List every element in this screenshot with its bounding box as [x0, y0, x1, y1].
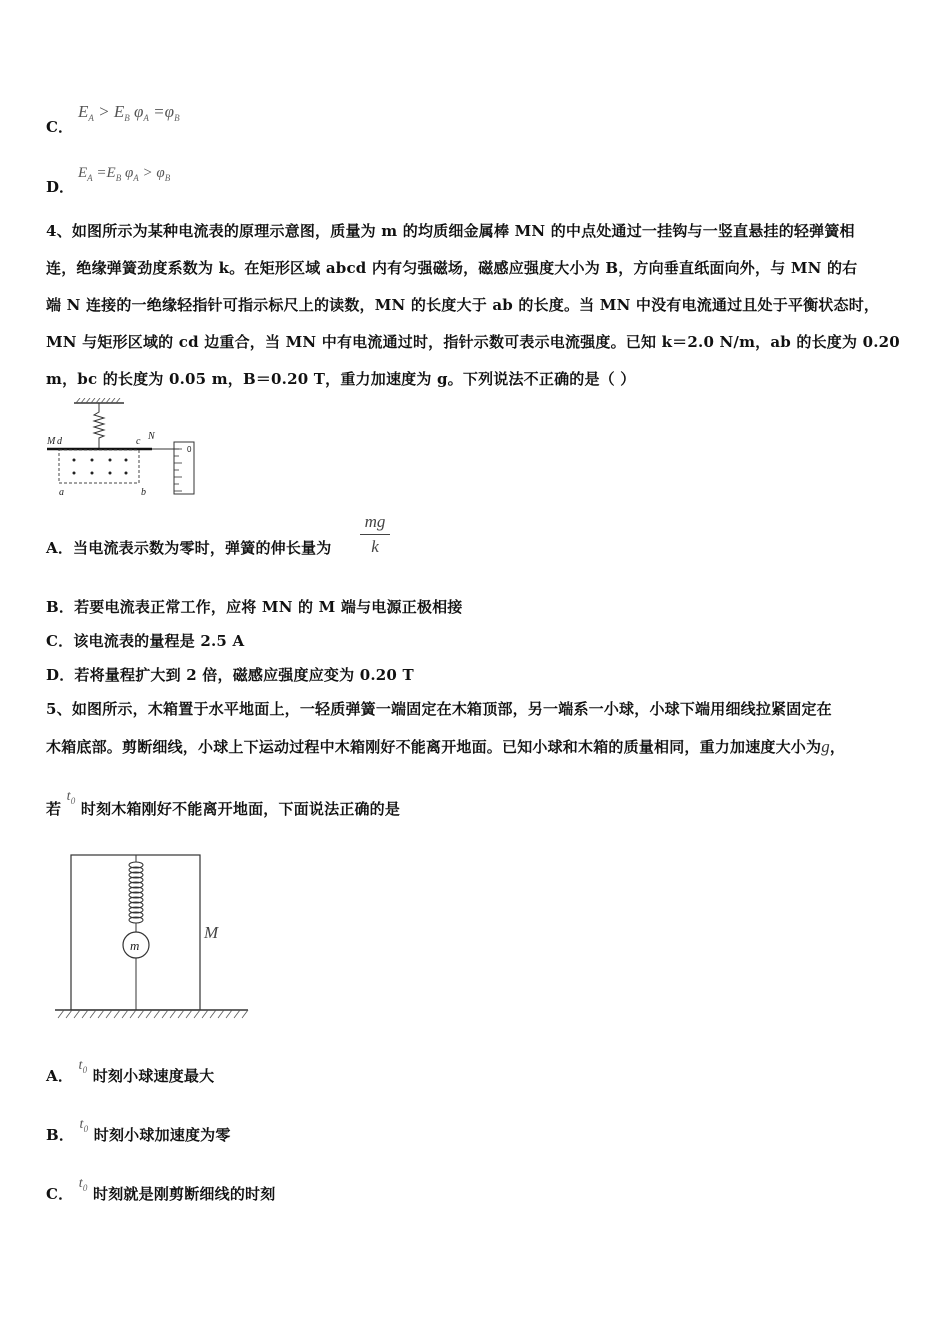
field-region: [59, 450, 139, 483]
spring: [94, 403, 104, 448]
q4-ammeter-diagram: [44, 398, 204, 502]
scale-zero: 0: [187, 445, 192, 454]
q4-option-d: D．若将量程扩大到 2 倍，磁感应强度应变为 0.20 T: [46, 666, 414, 684]
label-n: N: [148, 431, 155, 442]
q4-stem-line-1: 4、如图所示为某种电流表的原理示意图，质量为 m 的均质细金属棒 MN 的中点处通过一挂钩与一竖直悬挂的轻弹簧相: [46, 222, 855, 240]
scale-ticks: [174, 449, 182, 491]
fraction-numerator: mg: [364, 512, 386, 531]
label-d: d: [57, 436, 62, 447]
q3-option-c-formula: $E_A > E_B$ $\varphi_A =\varphi_B$: [78, 102, 180, 123]
t0-symbol: $t_0$: [66, 789, 76, 806]
q3-option-d-formula: $E_A =E_B$ $\varphi_A > \varphi_B$: [78, 165, 171, 183]
label-ball-m: m: [130, 938, 140, 953]
q5-option-a: A． $t_0$ 时刻小球速度最大: [46, 1058, 215, 1085]
q5-option-c: C． $t_0$ 时刻就是刚剪断细线的时刻: [46, 1176, 276, 1203]
label-a: a: [59, 487, 64, 498]
gravity-symbol: g: [821, 737, 830, 756]
t0-symbol: $t_0$: [78, 1176, 88, 1193]
q4-stem-line-4: MN 与矩形区域的 cd 边重合，当 MN 中有电流通过时，指针示数可表示电流强度。已知 k＝2.0 N/m，ab 的长度为 0.20: [46, 333, 900, 351]
q5-option-b: B． $t_0$ 时刻小球加速度为零: [46, 1117, 231, 1144]
q3-option-d-label: D．: [46, 178, 75, 196]
q5-stem-line-3: 若 $t_0$ 时刻木箱刚好不能离开地面，下面说法正确的是: [46, 789, 401, 818]
q4-option-a-fraction: [360, 512, 390, 557]
label-box-m: M: [204, 923, 219, 942]
q4-stem-line-2: 连，绝缘弹簧劲度系数为 k。在矩形区域 abcd 内有匀强磁场，磁感应强度大小为 B，方向垂直纸面向外，与 MN 的右: [46, 259, 858, 277]
t0-symbol: $t_0$: [78, 1058, 88, 1075]
t0-symbol: $t_0$: [79, 1117, 89, 1134]
q4-option-b: B．若要电流表正常工作，应将 MN 的 M 端与电源正极相接: [46, 598, 463, 616]
field-dots: [73, 459, 128, 475]
q5-box-spring-diagram: [50, 850, 255, 1025]
q3-option-c-label: C．: [46, 118, 73, 136]
label-b: b: [141, 487, 146, 498]
ground-hatch: [58, 1010, 248, 1018]
q4-stem-line-5: m，bc 的长度为 0.05 m，B＝0.20 T，重力加速度为 g。下列说法不正确的是（ ）: [46, 370, 636, 388]
label-m: M: [47, 436, 56, 447]
q4-option-a: A．当电流表示数为零时，弹簧的伸长量为: [46, 539, 332, 557]
q4-stem-line-3: 端 N 连接的一绝缘轻指针可指示标尺上的读数，MN 的长度大于 ab 的长度。当 MN 中没有电流通过且处于平衡状态时，: [46, 296, 880, 314]
q4-option-c: C．该电流表的量程是 2.5 A: [46, 632, 245, 650]
label-c: c: [136, 436, 141, 447]
q5-stem-line-1: 5、如图所示，木箱置于水平地面上，一轻质弹簧一端固定在木箱顶部，另一端系一小球，小球下端用细线拉紧固定在: [46, 700, 832, 718]
spring-coil: [129, 862, 143, 923]
q5-stem-line-2: 木箱底部。剪断细线，小球上下运动过程中木箱刚好不能离开地面。已知小球和木箱的质量相同，重力加速度大小为g，: [46, 737, 846, 756]
fraction-denominator: k: [371, 537, 379, 556]
